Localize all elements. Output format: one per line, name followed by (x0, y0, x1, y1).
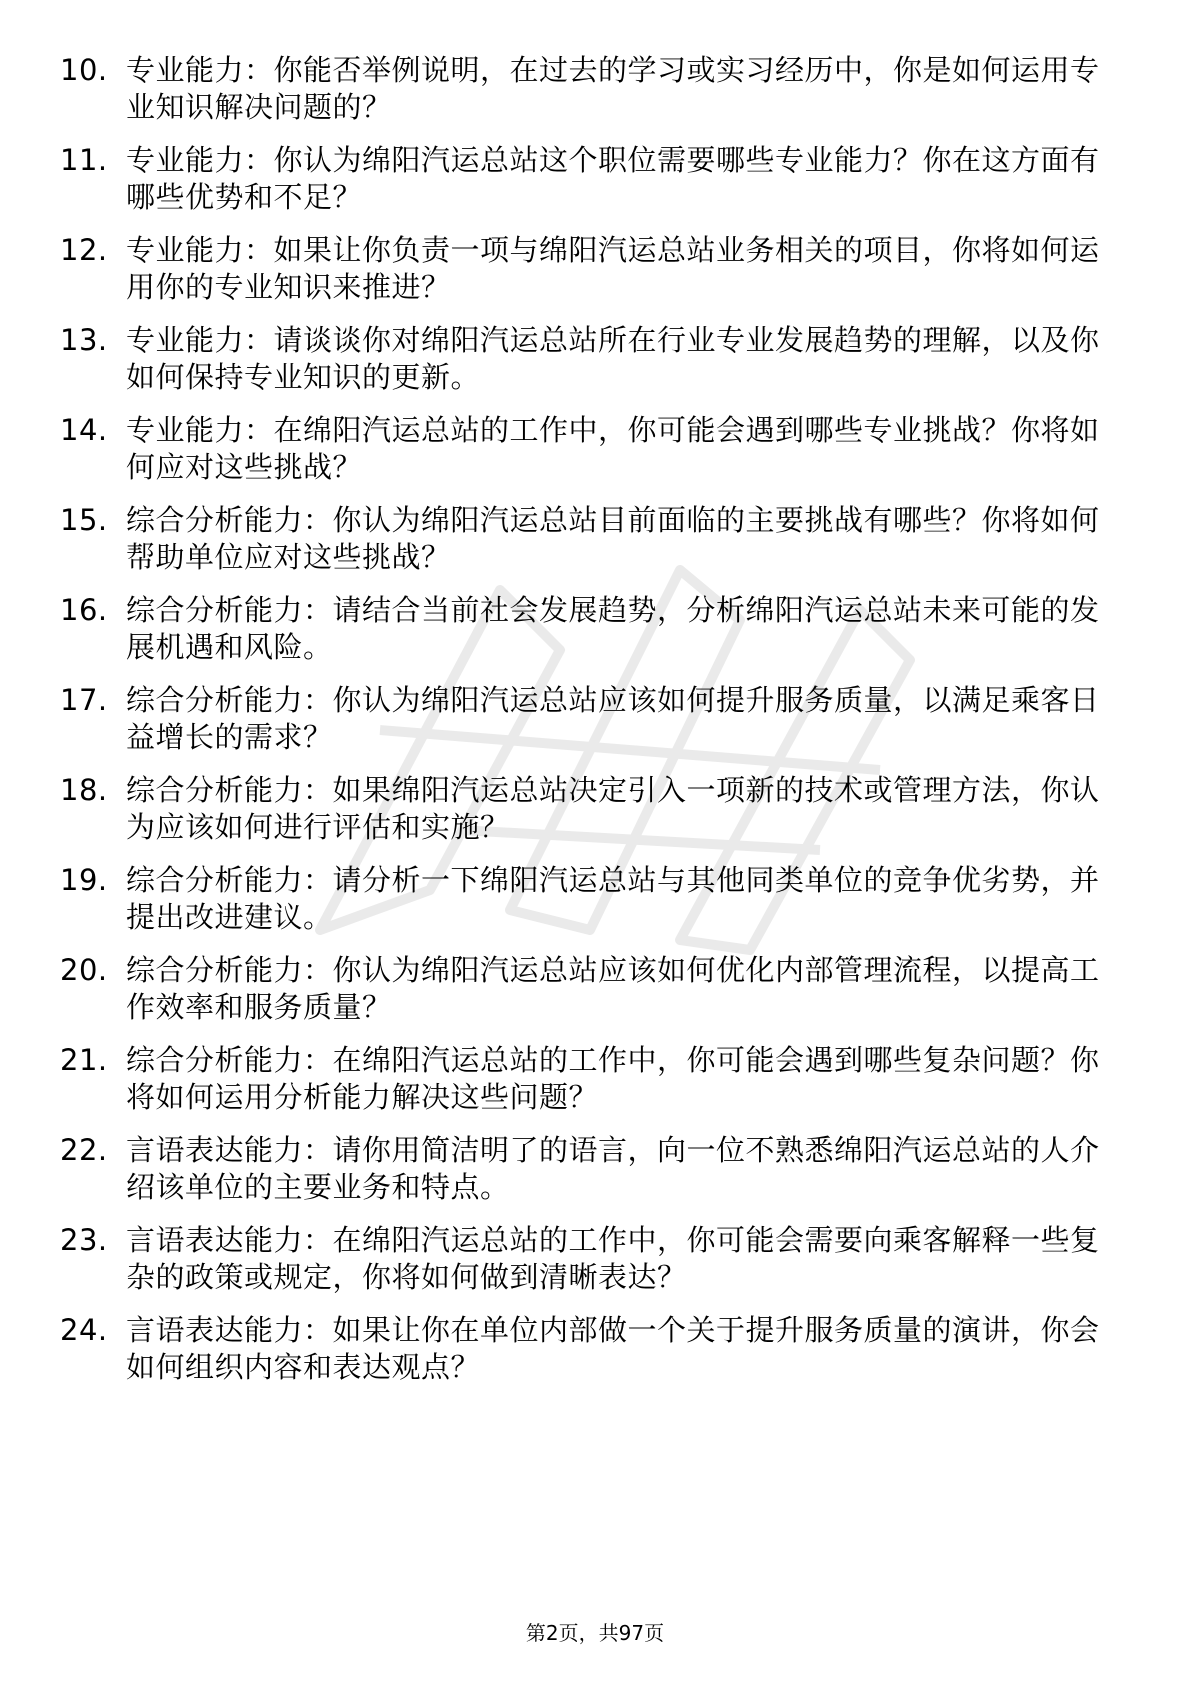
question-text: 综合分析能力：如果绵阳汽运总站决定引入一项新的技术或管理方法，你认为应该如何进行评估和实施？ (126, 773, 1100, 844)
question-text: 专业能力：如果让你负责一项与绵阳汽运总站业务相关的项目，你将如何运用你的专业知识来推进？ (126, 233, 1100, 304)
question-number: 11. (60, 143, 108, 177)
question-number: 15. (60, 503, 108, 537)
question-item (60, 1042, 1120, 1116)
question-number: 10. (60, 53, 108, 87)
question-item (60, 232, 1120, 306)
question-text: 综合分析能力：请分析一下绵阳汽运总站与其他同类单位的竞争优劣势，并提出改进建议。 (126, 863, 1100, 934)
question-number: 21. (60, 1043, 108, 1077)
question-text: 综合分析能力：你认为绵阳汽运总站应该如何优化内部管理流程，以提高工作效率和服务质量？ (126, 953, 1100, 1024)
question-text: 言语表达能力：请你用简洁明了的语言，向一位不熟悉绵阳汽运总站的人介绍该单位的主要业务和特点。 (126, 1133, 1100, 1204)
question-text: 综合分析能力：你认为绵阳汽运总站应该如何提升服务质量，以满足乘客日益增长的需求？ (126, 683, 1100, 754)
question-item (60, 1132, 1120, 1206)
question-item (60, 952, 1120, 1026)
question-item (60, 142, 1120, 216)
question-number: 12. (60, 233, 108, 267)
question-text: 专业能力：你能否举例说明，在过去的学习或实习经历中，你是如何运用专业知识解决问题的？ (126, 53, 1100, 124)
question-number: 17. (60, 683, 108, 717)
question-number: 23. (60, 1223, 108, 1257)
question-text: 综合分析能力：在绵阳汽运总站的工作中，你可能会遇到哪些复杂问题？你将如何运用分析能力解决这些问题？ (126, 1043, 1100, 1114)
question-item (60, 862, 1120, 936)
question-number: 13. (60, 323, 108, 357)
question-number: 18. (60, 773, 108, 807)
question-text: 专业能力：请谈谈你对绵阳汽运总站所在行业专业发展趋势的理解，以及你如何保持专业知识的更新。 (126, 323, 1100, 394)
question-item (60, 412, 1120, 486)
question-text: 综合分析能力：你认为绵阳汽运总站目前面临的主要挑战有哪些？你将如何帮助单位应对这些挑战？ (126, 503, 1100, 574)
question-text: 言语表达能力：在绵阳汽运总站的工作中，你可能会需要向乘客解释一些复杂的政策或规定，你将如何做到清晰表达？ (126, 1223, 1100, 1294)
question-number: 24. (60, 1313, 108, 1347)
question-number: 14. (60, 413, 108, 447)
page-footer (0, 1620, 1190, 1646)
question-number: 16. (60, 593, 108, 627)
question-item (60, 772, 1120, 846)
question-number: 22. (60, 1133, 108, 1167)
question-item (60, 682, 1120, 756)
question-text: 言语表达能力：如果让你在单位内部做一个关于提升服务质量的演讲，你会如何组织内容和表达观点？ (126, 1313, 1100, 1384)
question-list (60, 52, 1120, 1402)
question-text: 专业能力：你认为绵阳汽运总站这个职位需要哪些专业能力？你在这方面有哪些优势和不足？ (126, 143, 1100, 214)
question-item (60, 1312, 1120, 1386)
question-text: 综合分析能力：请结合当前社会发展趋势，分析绵阳汽运总站未来可能的发展机遇和风险。 (126, 593, 1100, 664)
question-item (60, 52, 1120, 126)
question-item (60, 322, 1120, 396)
question-number: 20. (60, 953, 108, 987)
question-item (60, 592, 1120, 666)
question-number: 19. (60, 863, 108, 897)
question-text: 专业能力：在绵阳汽运总站的工作中，你可能会遇到哪些专业挑战？你将如何应对这些挑战？ (126, 413, 1100, 484)
page-number-label: 第2页，共97页 (525, 1621, 665, 1645)
question-item (60, 1222, 1120, 1296)
question-item (60, 502, 1120, 576)
